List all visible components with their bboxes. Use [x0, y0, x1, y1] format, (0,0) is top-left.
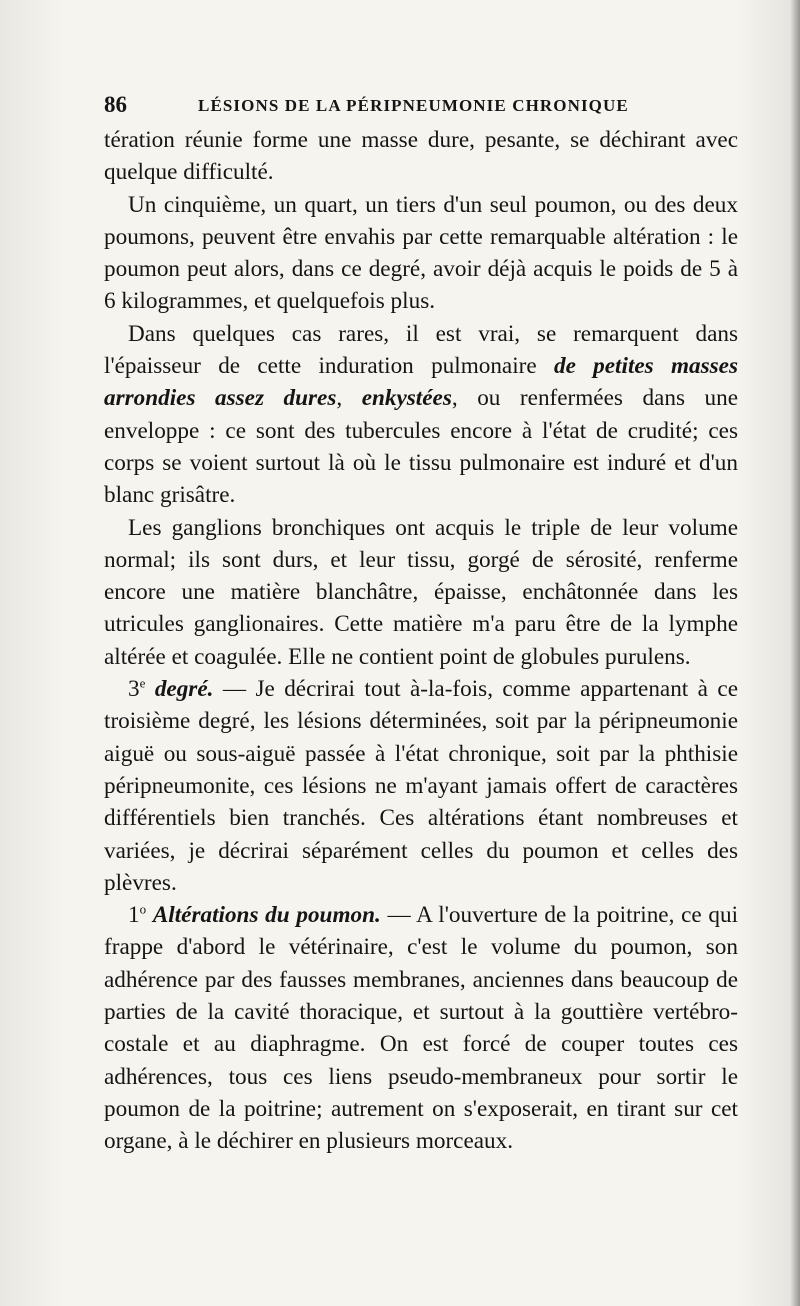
paragraph-5-text: — Je décrirai tout à-la-fois, comme appartenant à ce troisième degré, les lésions déterminées, soit par la péripneumonie aiguë ou sous-aiguë passée à l'état chronique, soit par la phthisie péripneumonite, ces lésions ne m'ayant jamais offert de caractères différentiels bien tranchés. Ces altérations étant nombreuses et variées, je décrirai séparément celles du poumon et celles des plèvres.	[104, 676, 738, 896]
paragraph-1: tération réunie forme une masse dure, pesante, se déchirant avec quelque difficulté.	[104, 127, 738, 186]
paragraph-5	[104, 673, 738, 899]
section-number-3: 3	[128, 676, 140, 703]
paragraph-6	[104, 899, 738, 1157]
body-text	[104, 124, 738, 1158]
paragraph-3-text-a: Dans quelques cas rares, il est vrai, se remarquent dans l'épaisseur de cette induration pulmonaire	[104, 320, 738, 380]
paragraph-2: Un cinquième, un quart, un tiers d'un seul poumon, ou des deux poumons, peuvent être envahis par cette remarquable altération : le poumon peut alors, dans ce degré, avoir déjà acquis le poids de 5 à 6 kilogrammes, et quelquefois plus.	[104, 191, 738, 315]
running-title: LÉSIONS DE LA PÉRIPNEUMONIE CHRONIQUE	[198, 96, 629, 115]
paragraph-3-text-c: , ou renfermées dans une enveloppe : ce sont des tubercules encore à l'état de crudité; ces corps se voient surtout là où le tissu pulmonaire est induré et d'un blanc grisâtre.	[104, 385, 738, 509]
paragraph-4: Les ganglions bronchiques ont acquis le triple de leur volume normal; ils sont durs, et leur tissu, gorgé de sérosité, renferme encore une matière blanchâtre, épaisse, enchâtonnée dans les utricules ganglionaires. Cette matière m'a paru être de la lymphe altérée et coagulée. Elle ne contient point de globules purulens.	[104, 514, 738, 670]
page-edge-shadow	[790, 0, 800, 1306]
section-number-1: 1	[128, 902, 140, 929]
page-header	[104, 88, 744, 120]
page-number: 86	[104, 92, 127, 117]
section-heading-alterations: Altérations du poumon.	[152, 902, 381, 929]
emphasis-petites-masses: de petites masses arrondies assez dures	[104, 353, 739, 412]
emphasis-enkystees: enkystées	[361, 385, 452, 412]
paragraph-3	[104, 318, 738, 512]
ordinal-superscript: e	[139, 675, 146, 691]
section-heading-degre: degré.	[154, 676, 214, 703]
paragraph-6-text: — A l'ouverture de la poitrine, ce qui frappe d'abord le vétérinaire, c'est le volume du poumon, son adhérence par des fausses membranes, anciennes dans beaucoup de parties de la cavité thoracique, et surtout à la gouttière vertébro-costale et au diaphragme. On est forcé de couper toutes ces adhérences, tous ces liens pseudo-membraneux pour sortir le poumon de la poitrine; autrement on s'exposerait, en tirant sur cet organe, à le déchirer en plusieurs morceaux.	[104, 902, 739, 1155]
paragraph-3-text-b: ,	[336, 385, 362, 412]
ordinal-superscript: o	[139, 901, 147, 917]
